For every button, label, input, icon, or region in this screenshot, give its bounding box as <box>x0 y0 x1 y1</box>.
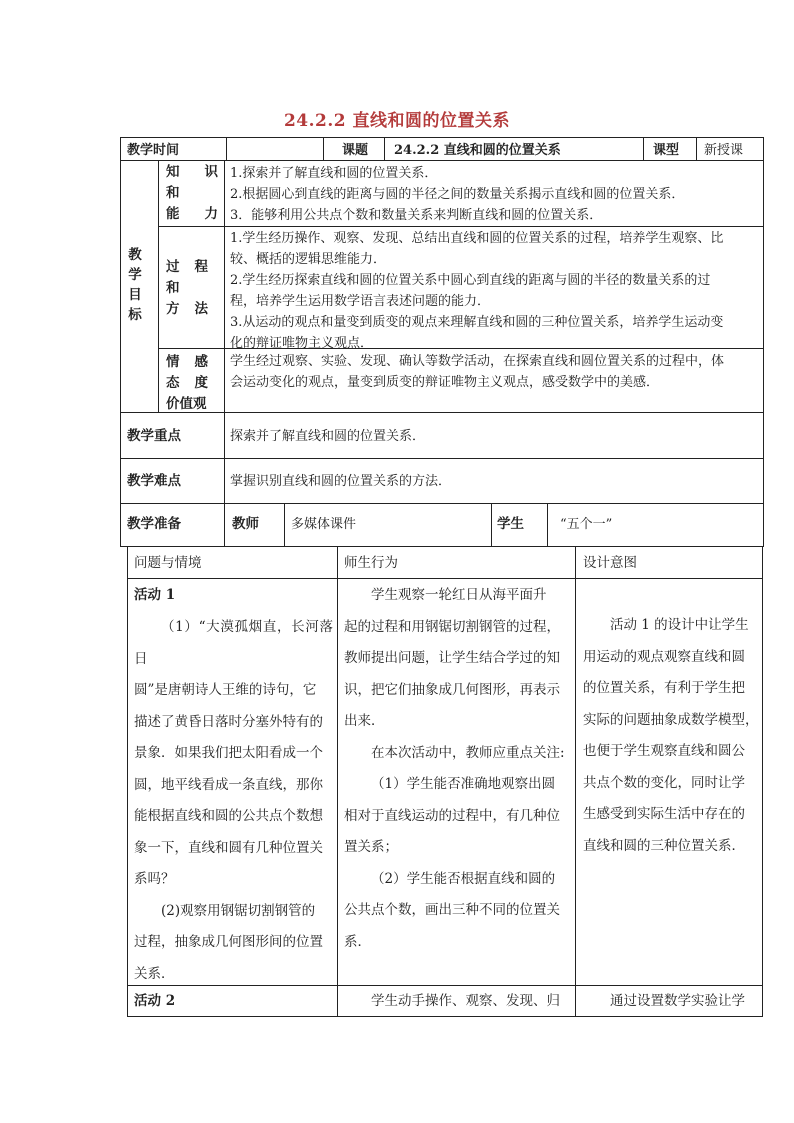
knowledge-label-line-2: 和 <box>166 185 180 201</box>
knowledge-goal-1: 1.探索并了解直线和圆的位置关系． <box>230 166 438 181</box>
key-point-label: 教学重点 <box>127 428 181 444</box>
knowledge-goal-2: 2.根据圆心到直线的距离与圆的半径之间的数量关系揭示直线和圆的位置关系． <box>230 187 685 202</box>
attitude-goals: 学生经过观察、实验、发现、确认等数学活动，在探索直线和圆位置关系的过程中，体 会运动变化的观点，量变到质变的辩证唯物主义观点，感受数学中的美感． <box>230 354 725 390</box>
difficulty-label: 教学难点 <box>127 473 181 489</box>
header-problem-situation: 问题与情境 <box>134 555 202 571</box>
header-teacher-student-actions: 师生行为 <box>344 555 398 571</box>
key-point-value: 探索并了解直线和圆的位置关系． <box>230 429 426 444</box>
lesson-type-label: 课型 <box>653 143 680 158</box>
knowledge-label-line-1: 知 识 <box>166 164 218 180</box>
activity-1-actions: 学生观察一轮红日从海平面升 起的过程和用钢锯切割钢管的过程， 教师提出问题，让学生结合学过的知 识，把它们抽象成几何图形，再表示 出来． 在本次活动中，教师应重点关注: （1）学生能否准确地观察出圆 相对于直线运动的过程中，有几种位 置关系； （2）学生能否根据直线和圆的 公共点个数，画出三种不同的位置关 系． <box>344 587 565 950</box>
prep-student-value: “五个一” <box>560 517 613 532</box>
prep-teacher-value: 多媒体课件 <box>291 517 357 532</box>
teaching-time-label: 教学时间 <box>127 143 180 158</box>
attitude-label-line-3: 价值观 <box>166 396 207 412</box>
prep-student-label: 学生 <box>497 516 524 532</box>
page-title: 24.2.2 直线和圆的位置关系 <box>283 111 511 131</box>
process-label-line-3: 方 法 <box>166 301 208 317</box>
topic-value: 24.2.2 直线和圆的位置关系 <box>394 143 561 158</box>
activity-2-intent: 通过设置数学实验让学 <box>610 993 745 1009</box>
lesson-type-value: 新授课 <box>704 143 744 158</box>
activity-1-intent: 活动 1 的设计中让学生 用运动的观点观察直线和圆 的位置关系，有利于学生把 实际的问题抽象成数学模型， 也便于学生观察直线和圆公 共点个数的变化，同时让学 生感受到实际生活中存在的 直线和圆的三种位置关系． <box>583 617 759 854</box>
attitude-label-line-1: 情 感 <box>166 354 208 370</box>
difficulty-value: 掌握识别直线和圆的位置关系的方法． <box>230 474 452 489</box>
knowledge-goals <box>230 163 760 226</box>
header-design-intent: 设计意图 <box>583 555 637 571</box>
activity-1-problem: （1）“大漠孤烟直，长河落日 圆”是唐朝诗人王维的诗句，它 描述了黄昏日落时分塞外特有的 景象．如果我们把太阳看成一个 圆，地平线看成一条直线，那你 能根据直线和圆的公共点个数想 象一下，直线和圆有几种位置关 系吗？ (2)观察用钢锯切割钢管的 过程，抽象成几何图形间的位置 关系． <box>134 619 333 982</box>
process-label-line-2: 和 <box>166 280 180 296</box>
knowledge-goal-3: 3．能够利用公共点个数和数量关系来判断直线和圆的位置关系． <box>230 208 603 223</box>
activity-2-actions: 学生动手操作、观察、发现、归 <box>371 993 560 1009</box>
activity-2-name: 活动 2 <box>134 993 176 1009</box>
process-goals: 1.学生经历操作、观察、发现、总结出直线和圆的位置关系的过程，培养学生观察、比 较、概括的逻辑思维能力． 2.学生经历探索直线和圆的位置关系中圆心到直线的距离与圆的半径的数量关系的过 程，培养学生运用数学语言表述问题的能力． 3.从运动的观点和量变到质变的观点来理解直线和圆的三种位置关系，培养学生运动变 化的辩证唯物主义观点． <box>230 231 724 351</box>
topic-label: 课题 <box>342 143 369 158</box>
attitude-label-line-2: 态 度 <box>166 375 208 391</box>
activity-1-name: 活动 1 <box>134 587 176 603</box>
prep-teacher-label: 教师 <box>232 516 259 532</box>
prep-label: 教学准备 <box>127 516 181 532</box>
knowledge-label-line-3: 能 力 <box>166 206 218 222</box>
process-label-line-1: 过 程 <box>166 259 208 275</box>
teaching-goals-label: 教 学 目 标 <box>128 247 142 323</box>
